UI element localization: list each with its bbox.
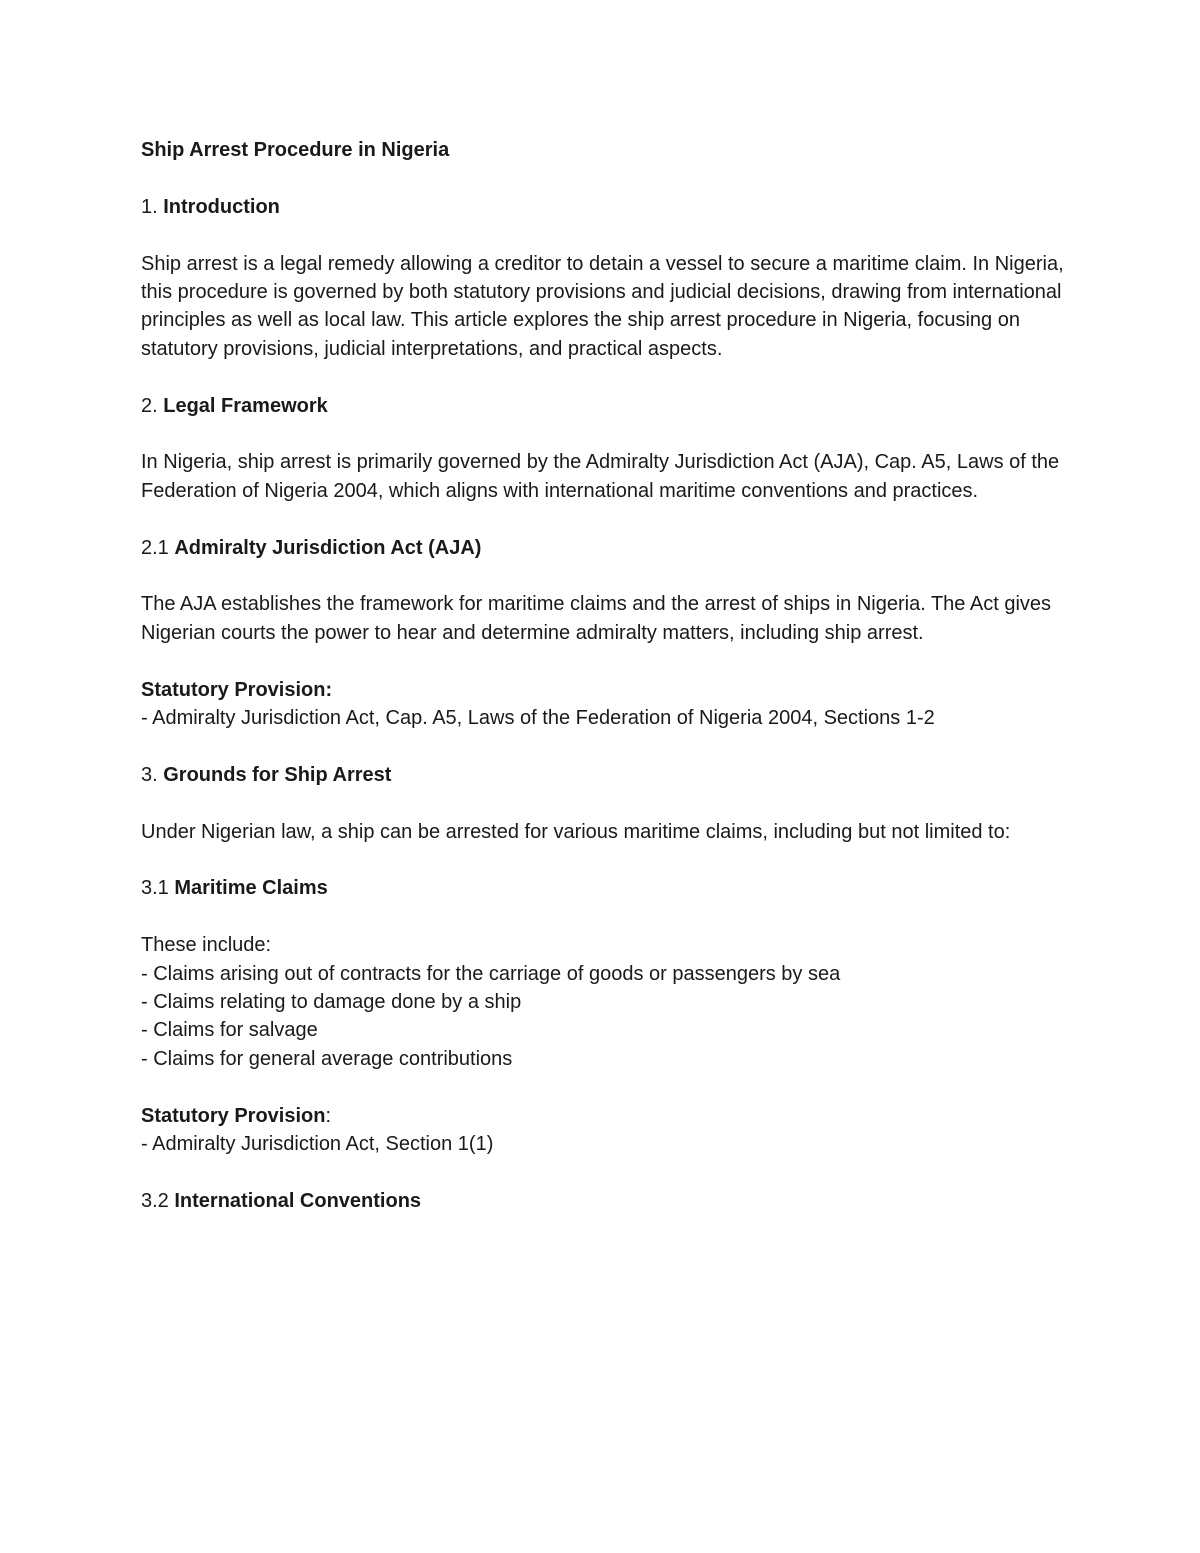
section-number: 2.1 [141, 536, 175, 559]
section-number: 3.1 [141, 877, 175, 900]
introduction-paragraph: Ship arrest is a legal remedy allowing a creditor to detain a vessel to secure a maritime claim. In Nigeria, this procedure is governed by both statutory provisions and judicial decisions, drawing from international principles as well as local law. This article explores the ship arrest procedure in Nigeria, focusing on statutory provisions, judicial interpretations, and practical aspects. [141, 252, 1064, 360]
list-item: - Claims for salvage [141, 1019, 318, 1042]
legal-framework-paragraph: In Nigeria, ship arrest is primarily governed by the Admiralty Jurisdiction Act (AJA), Cap. A5, Laws of the Federation of Nigeria 2004, which aligns with international maritime conventions and practices. [141, 451, 1060, 502]
statutory-provision-item: - Admiralty Jurisdiction Act, Cap. A5, Laws of the Federation of Nigeria 2004, Sections 1-2 [141, 707, 935, 730]
document-page [141, 136, 1071, 1244]
list-item: - Claims arising out of contracts for the carriage of goods or passengers by sea [141, 962, 841, 985]
section-number: 1. [141, 195, 164, 218]
section-number: 3.2 [141, 1189, 175, 1212]
document-title: Ship Arrest Procedure in Nigeria [141, 139, 450, 161]
section-heading-aja [141, 534, 1071, 562]
section-title: Grounds for Ship Arrest [163, 763, 392, 786]
section-title: Admiralty Jurisdiction Act (AJA) [174, 536, 482, 559]
aja-paragraph: The AJA establishes the framework for maritime claims and the arrest of ships in Nigeria. The Act gives Nigerian courts the power to hear and determine admiralty matters, including ship arrest. [141, 593, 1052, 644]
section-heading-international-conventions [141, 1187, 1071, 1215]
claims-intro: These include: [141, 934, 272, 957]
statutory-provision-label: Statutory Provision: [141, 678, 333, 701]
section-heading-legal-framework [141, 392, 1071, 420]
section-heading-introduction [141, 193, 1071, 221]
section-title: Introduction [163, 195, 280, 218]
section-title: International Conventions [174, 1189, 422, 1212]
section-heading-maritime-claims [141, 874, 1071, 902]
section-number: 3. [141, 763, 164, 786]
list-item: - Claims for general average contributions [141, 1047, 513, 1070]
grounds-paragraph: Under Nigerian law, a ship can be arrested for various maritime claims, including but not limited to: [141, 820, 1011, 843]
list-item: - Claims relating to damage done by a ship [141, 991, 522, 1014]
statutory-provision-label: Statutory Provision: [141, 1104, 332, 1127]
section-heading-grounds [141, 761, 1071, 789]
section-number: 2. [141, 394, 164, 417]
statutory-provision-item: - Admiralty Jurisdiction Act, Section 1(1) [141, 1133, 494, 1156]
section-title: Maritime Claims [174, 877, 328, 900]
section-title: Legal Framework [163, 394, 328, 417]
